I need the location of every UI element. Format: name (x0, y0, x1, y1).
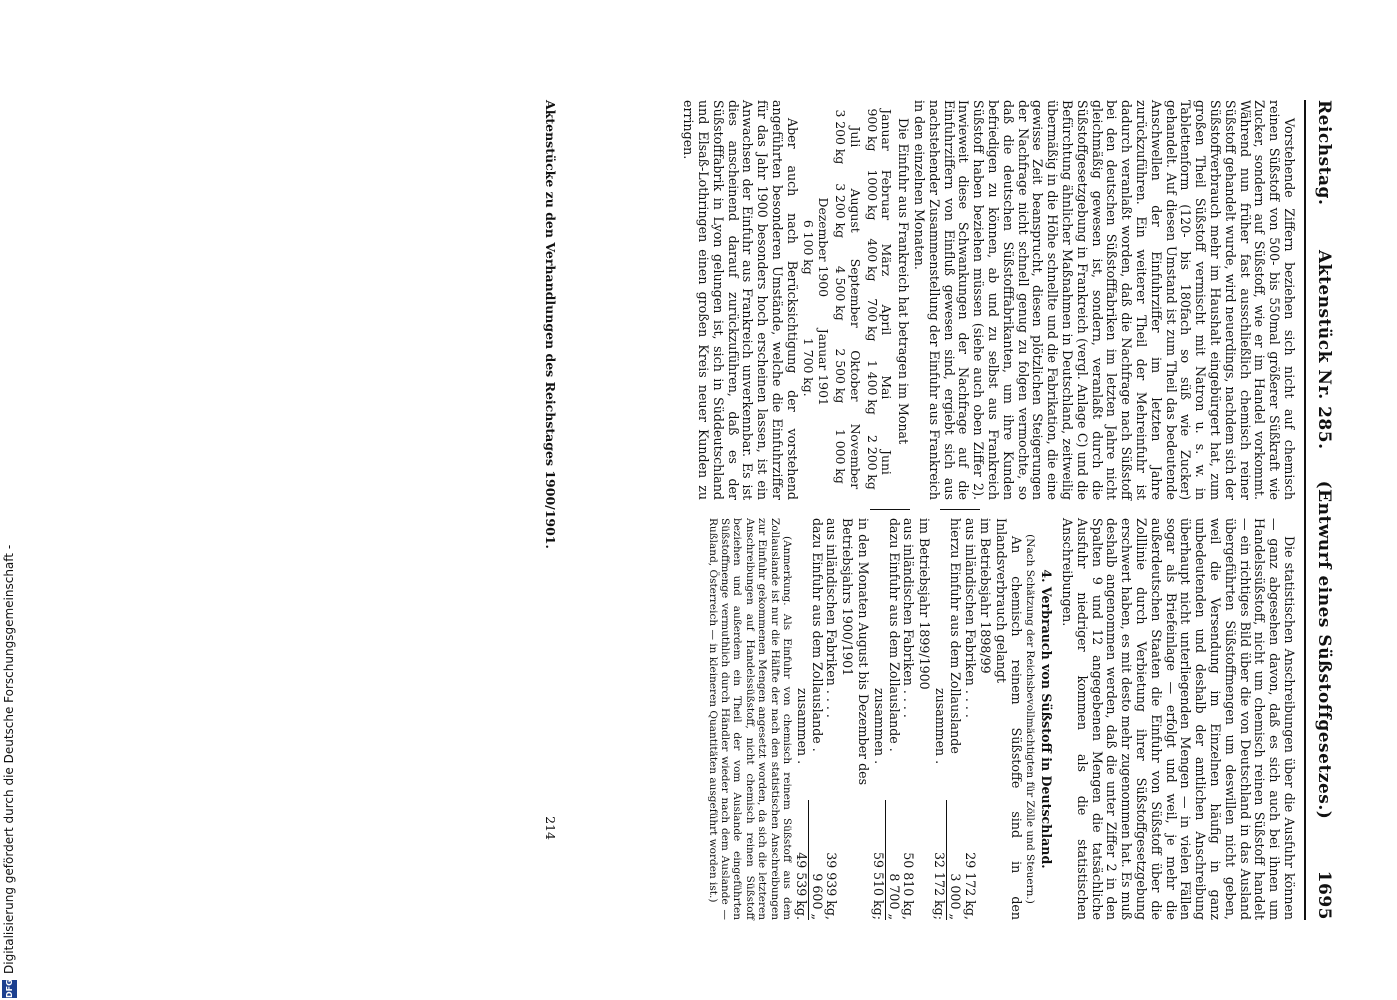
right-column (705, 518, 1296, 920)
stat-value: 8 700 „ (886, 873, 902, 920)
month-cell: Juli (847, 126, 863, 148)
stat-row (886, 518, 901, 920)
month-cell: Mai (879, 375, 895, 400)
stat-label: aus inländischen Fabriken . . . . (962, 518, 978, 718)
imports-months-row-1 (879, 100, 894, 500)
month-cell: Oktober (847, 350, 863, 402)
value-cell: 1000 kg (864, 169, 880, 221)
sum-value: 32 172 kg; (931, 800, 947, 920)
imports-values-row-1 (864, 100, 879, 500)
month-cell: Januar 1901 (816, 328, 832, 406)
stat-row (947, 518, 962, 920)
footer-page-number: 214 (543, 816, 558, 840)
left-paragraph-3: Aber auch nach Berücksichtigung der vorstehend angeführten besonderen Umstände, welche die Einfuhrziffer für das Jahr 1900 besonders hoch erscheinen lassen, ist ein Anwachsen der Einfuhr aus Frankreich unverkennbar. Es ist dies anscheinend darauf zurückzuführen, daß es der Süßstofffabrik in Lyon gelungen ist, sich in Süddeutschland und Elsaß-Lothringen einen großen Kreis neuer Kunden zu erringen. (681, 100, 800, 500)
header-right (1314, 481, 1334, 920)
stat-sum-row (870, 518, 886, 920)
dfg-logo-icon: DFG (2, 980, 17, 998)
value-cell: 4 500 kg (833, 265, 849, 321)
stat-row (824, 518, 839, 920)
month-cell: Juni (879, 450, 895, 475)
section-heading: 4. Verbrauch von Süßstoff in Deutschland. (1039, 569, 1055, 869)
imports-values-row-2 (832, 100, 847, 500)
annotation-note: (Anmerkung. Als Einfuhr von chemisch reinem Süßstoff aus dem Zollauslande ist nur die Hälfte der nach den statistischen Anschreibungen zur Einfuhr gekommenen Mengen angesetzt worden, da sich die letzteren Anschreibungen auf Handelssüßstoff, nicht chemisch reinen Süßstoff beziehen und außerdem ein Theil der vom Auslande eingeführten Süßstoffmenge vermuthlich durch Händler wieder nach dem Auslande — Rußland, Österreich — in kleineren Quantitäten ausgeführt worden ist.) (706, 518, 794, 920)
value-cell: 900 kg (864, 108, 880, 152)
value-cell: 1 400 kg (864, 359, 880, 415)
value-cell: 1 700 kg. (801, 337, 817, 397)
stat-value: 50 810 kg, (901, 852, 917, 920)
sum-value: 59 510 kg; (870, 800, 886, 920)
stat-value: 39 939 kg, (824, 852, 840, 920)
value-cell: 700 kg (864, 298, 880, 342)
value-cell: 3 200 kg (833, 109, 849, 165)
stat-value: 3 000 „ (947, 873, 963, 920)
stat-label: dazu Einfuhr aus dem Zollauslande . (809, 518, 825, 752)
right-paragraph-2: An chemisch reinem Süßstoffe sind in den Inlandsverbrauch gelangt (994, 518, 1025, 920)
stat-value: 29 172 kg, (962, 852, 978, 920)
page-number: 1695 (1314, 870, 1334, 920)
month-cell: November (847, 423, 863, 490)
imports-months-row-2 (847, 100, 862, 500)
header-center: Aktenstück Nr. 285. (1314, 250, 1334, 450)
value-cell: 1 000 kg (833, 428, 849, 484)
stat-row (809, 518, 824, 920)
footer-text: Aktenstücke zu den Verhandlungen des Reichstages 1900/1901. (543, 100, 558, 549)
month-cell: September (847, 258, 863, 328)
stat-label: hierzu Einfuhr aus dem Zollauslande (947, 518, 963, 754)
sum-label: zusammen . (933, 688, 949, 765)
period-3a: in den Monaten August bis Dezember des (856, 518, 872, 786)
imports-values-row-3 (801, 180, 816, 420)
rotated-page (480, 80, 1340, 940)
sum-value: 49 539 kg. (793, 800, 809, 920)
month-cell: Februar (879, 169, 895, 221)
imports-months-row-3 (816, 180, 831, 420)
header-left: Reichstag. (1314, 100, 1334, 206)
stat-label: aus inländischen Fabriken . . . . (824, 518, 840, 718)
header-rule (1304, 100, 1306, 920)
stat-label: dazu Einfuhr aus dem Zollauslande . (886, 518, 902, 752)
value-cell: 6 100 kg (801, 219, 817, 275)
stat-sum-row (931, 518, 947, 920)
value-cell: 2 500 kg (833, 348, 849, 404)
month-cell: April (879, 304, 895, 336)
imports-table-2 (832, 100, 862, 500)
stat-row (901, 518, 916, 920)
value-cell: 2 200 kg (864, 435, 880, 490)
period-2: im Betriebsjahr 1899/1900 (917, 518, 933, 690)
value-cell: 3 200 kg (833, 183, 849, 239)
digitization-credit (1, 0, 19, 1000)
month-cell: Dezember 1900 (816, 197, 832, 298)
period-3b: Betriebsjahrs 1900/1901 (840, 518, 856, 677)
sum-label: zusammen . (871, 688, 887, 765)
column-divider-upper (940, 509, 980, 510)
left-column (679, 100, 1296, 500)
stat-value: 9 600 „ (809, 873, 825, 920)
period-1: im Betriebsjahr 1898/99 (978, 518, 994, 674)
value-cell: 400 kg (864, 238, 880, 282)
month-cell: Januar (879, 109, 895, 151)
page-header (1306, 100, 1340, 920)
month-cell: August (847, 188, 863, 233)
imports-table (864, 100, 894, 500)
imports-table-3 (801, 180, 831, 420)
header-right-text: (Entwurf eines Süßstoffgesetzes.) (1314, 480, 1334, 820)
credit-text: Digitalisierung gefördert durch die Deutsche Forschungsgemeinschaft - (2, 544, 16, 974)
left-paragraph-1: Vorstehende Ziffern beziehen sich nicht auf chemisch reinen Süßstoff von 500- bis 550mal größerer Süßkraft wie Zucker, sondern auf Süßstoff, wie er im Handel vorkommt. Während nun früher fast ausschließlich chemisch reiner Süßstoff gehandelt wurde, wird neuerdings, nachdem sich der Süßstoffverbrauch mehr im Haushalt eingebürgert hat, zum großen Theil Süßstoff vermischt mit Natron u. s. w. in Tablettenform (120- bis 180fach so süß wie Zucker) gehandelt. Auf diesen Umstand ist zum Theil das bedeutende Anschwellen der Einfuhrziffer im letzten Jahre zurückzuführen. Ein weiterer Theil der Mehreinfuhr ist dadurch veranlaßt worden, daß die Nachfrage nach Süßstoff bei den deutschen Süßstofffabriken im letzten Jahre nicht gleichmäßig gewesen ist, sondern, veranlaßt durch die Süßstoffgesetzgebung in Frankreich (vergl. Anlage C) und die Befürchtung ähnlicher Maßnahmen in Deutschland, zeitweilig übermäßig in die Höhe schnellte und die Fabrikation, die eine gewisse Zeit beansprucht, diesen plötzlichen Steigerungen der Nachfrage nicht schnell genug zu folgen vermochte, so daß die deutschen Süßstofffabrikanten, um ihre Kunden befriedigen zu können, ab und zu selbst aus Frankreich Süßstoff haben beziehen müssen (siehe auch oben Ziffer 2). Inwieweit diese Schwankungen der Nachfrage auf die Einfuhrziffern von Einfluß gewesen sind, ergiebt sich aus nachstehender Zusammenstellung der Einfuhr aus Frankreich in den einzelnen Monaten. (912, 100, 1297, 500)
stat-label: aus inländischen Fabriken . . . . (901, 518, 917, 718)
left-paragraph-2: Die Einfuhr aus Frankreich hat betragen im Monat (896, 118, 912, 445)
month-cell: März (879, 243, 895, 277)
stat-row (962, 518, 977, 920)
right-paragraph-1: Die statistischen Anschreibungen über die Ausfuhr können — ganz abgesehen davon, daß es sich auch bei ihnen um Handelssüßstoff, nicht um chemisch reinen Süßstoff handelt — ein richtiges Bild über die von Deutschland in das Ausland übergeführten Süßstoffmengen um deswillen nicht geben, weil die Versendung im Einzelnen häufig in ganz unbedeutenden und deshalb der amtlichen Anschreibung überhaupt nicht unterliegenden Mengen — in vielen Fällen sogar als Briefeinlage — erfolgt und weil, je mehr die außerdeutschen Staaten die Einfuhr von Süßstoff über die Zolllinie durch Verbietung ihrer Süßstoffgesetzgebung erschwert haben, es mit desto mehr zugenommen hat. Es muß deshalb angenommen werden, daß die unter Ziffer 2 in den Spalten 9 und 12 angegebenen Mengen die tatsächliche Ausfuhr niedriger kommen als die statistischen Anschreibungen. (1060, 518, 1297, 920)
stat-sum-row (793, 518, 809, 920)
section-note: (Nach Schätzung der Reichsbevollmächtigten für Zölle und Steuern.) (1024, 534, 1037, 904)
column-divider-lower (870, 509, 910, 510)
sum-label: zusammen . (794, 688, 810, 765)
